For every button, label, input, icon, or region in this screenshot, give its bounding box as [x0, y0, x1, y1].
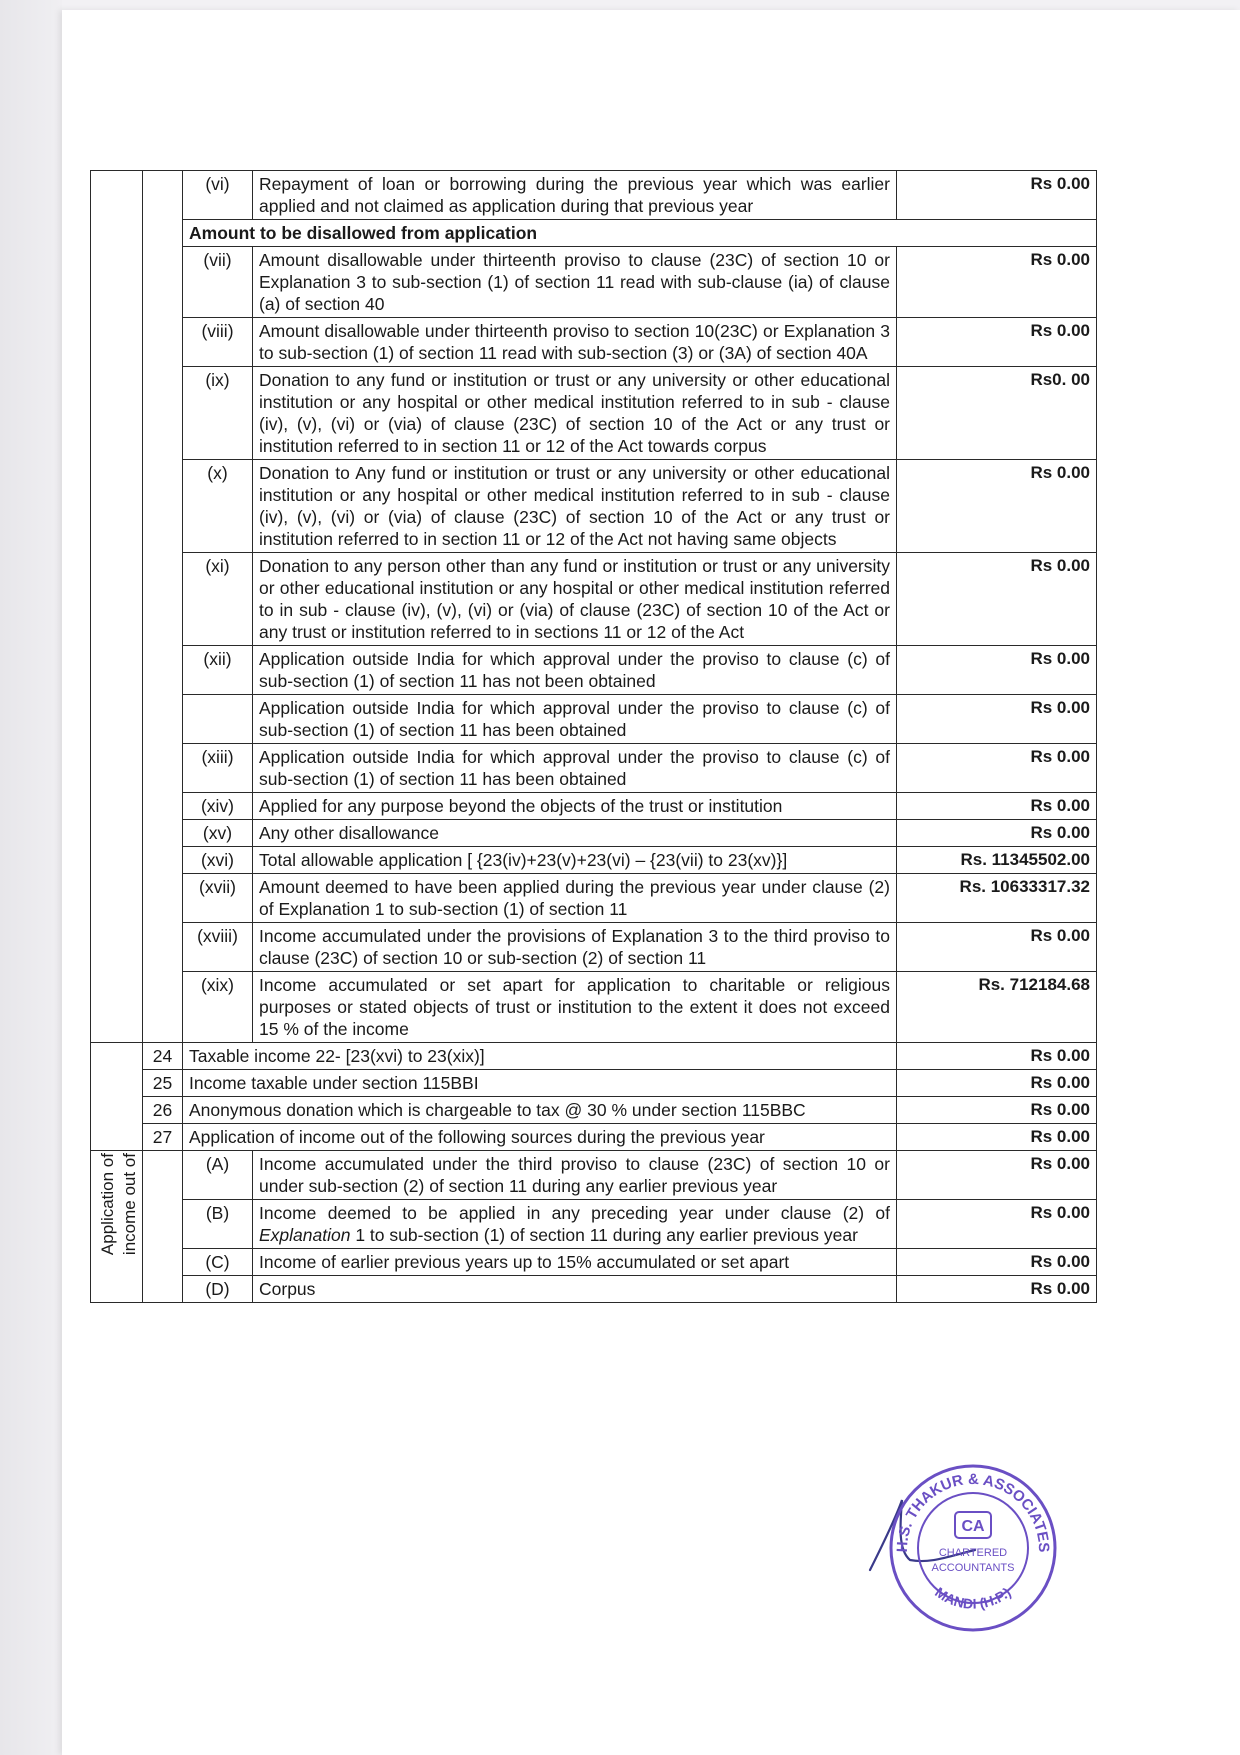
row-description: Application outside India for which approval under the proviso to clause (c) of sub-section (1) of section 11 has not been obtained	[253, 646, 897, 695]
row-sub-number: (xiv)	[183, 793, 253, 820]
stamp-place: MANDI (H.P.)	[932, 1583, 1014, 1612]
row-number: 25	[143, 1070, 183, 1097]
row-amount: Rs 0.00	[897, 744, 1097, 793]
row-description: Repayment of loan or borrowing during the previous year which was earlier applied and not claimed as application during that previous year	[253, 171, 897, 220]
row-sub-number: (xi)	[183, 553, 253, 646]
row-amount: Rs. 712184.68	[897, 972, 1097, 1043]
row-description: Income accumulated under the third proviso to clause (23C) of section 10 or under sub-section (2) of section 11 during any earlier previous year	[253, 1151, 897, 1200]
stamp-center-top: CHARTERED	[938, 1547, 1008, 1559]
row-sub-number: (D)	[183, 1276, 253, 1303]
table-row	[91, 1070, 1097, 1097]
row-amount: Rs 0.00	[897, 646, 1097, 695]
row-description: Income of earlier previous years up to 15% accumulated or set apart	[253, 1249, 897, 1276]
row-amount: Rs 0.00	[897, 1276, 1097, 1303]
row-amount: Rs 0.00	[897, 1070, 1097, 1097]
row-amount: Rs 0.00	[897, 553, 1097, 646]
row-sub-number: (viii)	[183, 318, 253, 367]
row-description: Amount deemed to have been applied during the previous year under clause (2) of Explanation 1 to sub-section (1) of section 11	[253, 874, 897, 923]
table-row	[91, 847, 1097, 874]
row-description: Any other disallowance	[253, 820, 897, 847]
left-margin-cell	[91, 171, 143, 1043]
table-row	[91, 646, 1097, 695]
row-description: Total allowable application [ {23(iv)+23(v)+23(vi) – {23(vii) to 23(xv)}]	[253, 847, 897, 874]
row-sub-number: (x)	[183, 460, 253, 553]
row-description	[253, 1200, 897, 1249]
row-description: Donation to any person other than any fund or institution or trust or any university or other educational institution or any hospital or other medical institution referred to in sub - clause (iv), (v), (vi) or (via) of clause (23C) of section 10 of the Act or any trust or institution referred to in sections 11 or 12 of the Act	[253, 553, 897, 646]
left-margin-cell	[91, 1043, 143, 1151]
row-amount: Rs 0.00	[897, 318, 1097, 367]
stamp-ring-text: H.S. THAKUR & ASSOCIATES	[893, 1470, 1053, 1553]
row-amount: Rs 0.00	[897, 247, 1097, 318]
row-sub-number: (vi)	[183, 171, 253, 220]
row-description: Amount disallowable under thirteenth proviso to section 10(23C) or Explanation 3 to sub-section (1) of section 11 read with sub-section (3) or (3A) of section 40A	[253, 318, 897, 367]
row-sub-number: (xii)	[183, 646, 253, 695]
desc-part: Income deemed to be applied in any preceding year under clause (2) of	[259, 1203, 890, 1223]
row-description: Corpus	[253, 1276, 897, 1303]
row-description: Application of income out of the following sources during the previous year	[183, 1124, 897, 1151]
row-description: Taxable income 22- [23(xvi) to 23(xix)]	[183, 1043, 897, 1070]
row-description: Application outside India for which approval under the proviso to clause (c) of sub-section (1) of section 11 has been obtained	[253, 744, 897, 793]
table-row	[91, 1043, 1097, 1070]
row-amount: Rs 0.00	[897, 1097, 1097, 1124]
table-row	[91, 695, 1097, 744]
row-sub-number: (B)	[183, 1200, 253, 1249]
table-row	[91, 1249, 1097, 1276]
table-row	[91, 247, 1097, 318]
row-description: Income accumulated or set apart for application to charitable or religious purposes or stated objects of trust or institution to the extent it does not exceed 15 % of the income	[253, 972, 897, 1043]
row-description: Income accumulated under the provisions of Explanation 3 to the third proviso to clause (23C) of section 10 or sub-section (2) of section 11	[253, 923, 897, 972]
row-amount: Rs 0.00	[897, 1043, 1097, 1070]
row-sub-number: (xviii)	[183, 923, 253, 972]
row-description: Anonymous donation which is chargeable to tax @ 30 % under section 115BBC	[183, 1097, 897, 1124]
table-row	[91, 820, 1097, 847]
row-amount: Rs 0.00	[897, 793, 1097, 820]
row-number: 27	[143, 1124, 183, 1151]
row-description: Donation to any fund or institution or trust or any university or other educational institution or any hospital or other medical institution referred to in sub - clause (iv), (v), (vi) or (via) of clause (23C) of section 10 of the Act or any trust or institution referred to in section 11 or 12 of the Act towards corpus	[253, 367, 897, 460]
row-description: Application outside India for which approval under the proviso to clause (c) of sub-section (1) of section 11 has been obtained	[253, 695, 897, 744]
table-row	[91, 1200, 1097, 1249]
row-amount: Rs 0.00	[897, 1151, 1097, 1200]
row-number: 24	[143, 1043, 183, 1070]
table-row	[91, 1124, 1097, 1151]
row-amount: Rs0. 00	[897, 367, 1097, 460]
number-cell	[143, 171, 183, 1043]
row-sub-number: (C)	[183, 1249, 253, 1276]
row-number: 26	[143, 1097, 183, 1124]
section-heading-row	[91, 220, 1097, 247]
row-sub-number: (xvii)	[183, 874, 253, 923]
row-amount: Rs 0.00	[897, 1200, 1097, 1249]
row-sub-number	[183, 695, 253, 744]
table-row	[91, 1151, 1097, 1200]
section-heading: Amount to be disallowed from application	[183, 220, 1097, 247]
row-amount: Rs 0.00	[897, 695, 1097, 744]
table-row	[91, 744, 1097, 793]
table-row	[91, 553, 1097, 646]
row-description: Amount disallowable under thirteenth proviso to clause (23C) of section 10 or Explanation 3 to sub-section (1) of section 11 read with sub-clause (ia) of clause (a) of section 40	[253, 247, 897, 318]
table-row	[91, 1276, 1097, 1303]
ca-stamp	[885, 1460, 1060, 1635]
side-label	[97, 1153, 141, 1255]
row-amount: Rs 0.00	[897, 171, 1097, 220]
row-description: Income taxable under section 115BBI	[183, 1070, 897, 1097]
stamp-center-bottom: ACCOUNTANTS	[931, 1562, 1015, 1574]
income-application-table	[90, 170, 1097, 1303]
row-amount: Rs 0.00	[897, 1249, 1097, 1276]
row-sub-number: (xiii)	[183, 744, 253, 793]
row-amount: Rs 0.00	[897, 460, 1097, 553]
table-row	[91, 367, 1097, 460]
number-cell	[143, 1151, 183, 1303]
row-amount: Rs. 10633317.32	[897, 874, 1097, 923]
side-label-cell	[91, 1151, 143, 1303]
row-amount: Rs. 11345502.00	[897, 847, 1097, 874]
table-row	[91, 318, 1097, 367]
table-row	[91, 171, 1097, 220]
table-row	[91, 972, 1097, 1043]
row-sub-number: (vii)	[183, 247, 253, 318]
table-row	[91, 460, 1097, 553]
row-amount: Rs 0.00	[897, 923, 1097, 972]
table-row	[91, 1097, 1097, 1124]
row-sub-number: (ix)	[183, 367, 253, 460]
table-row	[91, 874, 1097, 923]
desc-part: 1 to sub-section (1) of section 11 during any earlier previous year	[350, 1225, 858, 1245]
page-edge	[0, 0, 62, 1755]
row-sub-number: (A)	[183, 1151, 253, 1200]
table-row	[91, 923, 1097, 972]
desc-emphasis: Explanation	[259, 1225, 351, 1245]
row-amount: Rs 0.00	[897, 820, 1097, 847]
row-amount: Rs 0.00	[897, 1124, 1097, 1151]
stamp-logo: CA	[961, 1518, 985, 1535]
row-description: Donation to Any fund or institution or trust or any university or other educational institution or any hospital or other medical institution referred to in sub - clause (iv), (v), (vi) or (via) of clause (23C) of section 10 of the Act or any trust or institution referred to in section 11 or 12 of the Act not having same objects	[253, 460, 897, 553]
row-sub-number: (xv)	[183, 820, 253, 847]
row-sub-number: (xvi)	[183, 847, 253, 874]
row-description: Applied for any purpose beyond the objects of the trust or institution	[253, 793, 897, 820]
table-row	[91, 793, 1097, 820]
svg-text:MANDI (H.P.)	[932, 1584, 1014, 1612]
row-sub-number: (xix)	[183, 972, 253, 1043]
side-label-line1: Application of	[98, 1153, 117, 1256]
side-label-line2: income out of	[120, 1153, 139, 1256]
